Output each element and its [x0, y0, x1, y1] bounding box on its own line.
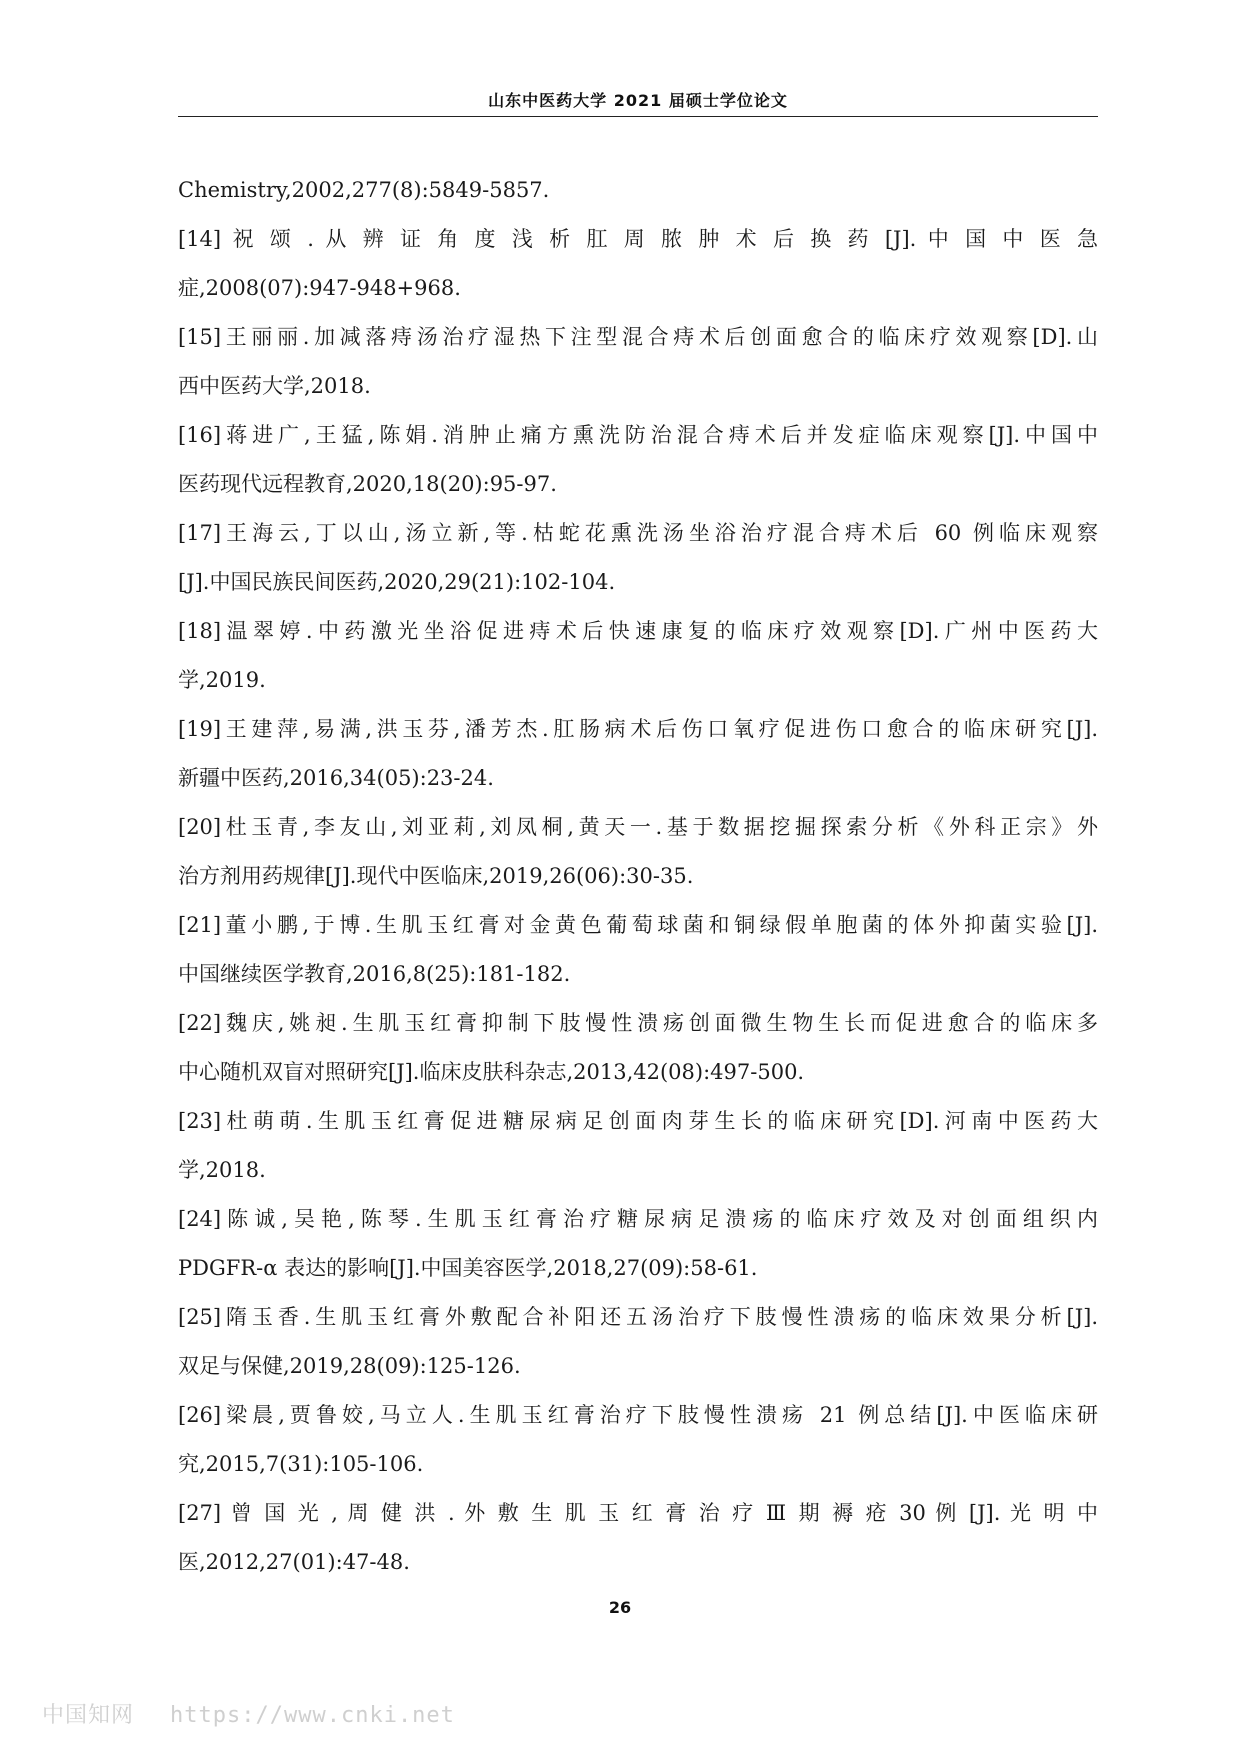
reference-line: [26]梁晨,贾鲁姣,马立人.生肌玉红膏治疗下肢慢性溃疡 21 例总结[J].中医临床研 [178, 1403, 1098, 1427]
reference-line: [21]董小鹏,于博.生肌玉红膏对金黄色葡萄球菌和铜绿假单胞菌的体外抑菌实验[J]. [178, 913, 1098, 937]
reference-line: [16]蒋进广,王猛,陈娟.消肿止痛方熏洗防治混合痔术后并发症临床观察[J].中国中 [178, 423, 1098, 447]
reference-line: 医药现代远程教育,2020,18(20):95-97. [178, 472, 557, 496]
reference-list [178, 166, 1098, 1587]
reference-line: 医,2012,27(01):47-48. [178, 1550, 410, 1574]
reference-line: 西中医药大学,2018. [178, 374, 371, 398]
reference-line: 新疆中医药,2016,34(05):23-24. [178, 766, 494, 790]
reference-line: 中国继续医学教育,2016,8(25):181-182. [178, 962, 571, 986]
reference-line: [17]王海云,丁以山,汤立新,等.枯蛇花熏洗汤坐浴治疗混合痔术后 60 例临床观察 [178, 521, 1098, 545]
reference-line: 治方剂用药规律[J].现代中医临床,2019,26(06):30-35. [178, 864, 694, 888]
cnki-watermark [42, 1698, 455, 1729]
reference-line: [18]温翠婷.中药激光坐浴促进痔术后快速康复的临床疗效观察[D].广州中医药大 [178, 619, 1098, 643]
reference-line: [23]杜萌萌.生肌玉红膏促进糖尿病足创面肉芽生长的临床研究[D].河南中医药大 [178, 1109, 1098, 1133]
reference-line: [25]隋玉香.生肌玉红膏外敷配合补阳还五汤治疗下肢慢性溃疡的临床效果分析[J]. [178, 1305, 1098, 1329]
reference-line: [J].中国民族民间医药,2020,29(21):102-104. [178, 570, 616, 594]
reference-line: 双足与保健,2019,28(09):125-126. [178, 1354, 521, 1378]
reference-line: [22]魏庆,姚昶.生肌玉红膏抑制下肢慢性溃疡创面微生物生长而促进愈合的临床多 [178, 1011, 1098, 1035]
reference-line: 中心随机双盲对照研究[J].临床皮肤科杂志,2013,42(08):497-500. [178, 1060, 805, 1084]
reference-line: [15]王丽丽.加减落痔汤治疗湿热下注型混合痔术后创面愈合的临床疗效观察[D].山 [178, 325, 1098, 349]
header-rule [178, 116, 1098, 117]
page-number: 26 [608, 1598, 632, 1617]
watermark-url: https://www.cnki.net [170, 1703, 455, 1728]
reference-line: PDGFR-α 表达的影响[J].中国美容医学,2018,27(09):58-61. [178, 1256, 758, 1280]
page-header: 山东中医药大学 2021 届硕士学位论文 [488, 91, 788, 110]
reference-line: 症,2008(07):947-948+968. [178, 276, 461, 300]
reference-line: 学,2019. [178, 668, 266, 692]
reference-line: Chemistry,2002,277(8):5849-5857. [178, 178, 550, 202]
reference-line: [19]王建萍,易满,洪玉芬,潘芳杰.肛肠病术后伤口氧疗促进伤口愈合的临床研究[J]. [178, 717, 1098, 741]
reference-line: [24]陈诚,吴艳,陈琴.生肌玉红膏治疗糖尿病足溃疡的临床疗效及对创面组织内 [178, 1207, 1098, 1231]
reference-line: [14] 祝 颂 . 从 辨 证 角 度 浅 析 肛 周 脓 肿 术 后 换 药 [J]. 中 国 中 医 急 [178, 227, 1098, 251]
reference-line: 究,2015,7(31):105-106. [178, 1452, 424, 1476]
watermark-brand: 中国知网 [42, 1703, 135, 1728]
reference-line: [20]杜玉青,李友山,刘亚莉,刘凤桐,黄天一.基于数据挖掘探索分析《外科正宗》外 [178, 815, 1098, 839]
reference-line: 学,2018. [178, 1158, 266, 1182]
reference-line: [27] 曾 国 光 , 周 健 洪 . 外 敷 生 肌 玉 红 膏 治 疗 Ⅲ 期 褥 疮 30 例 [J]. 光 明 中 [178, 1501, 1098, 1525]
